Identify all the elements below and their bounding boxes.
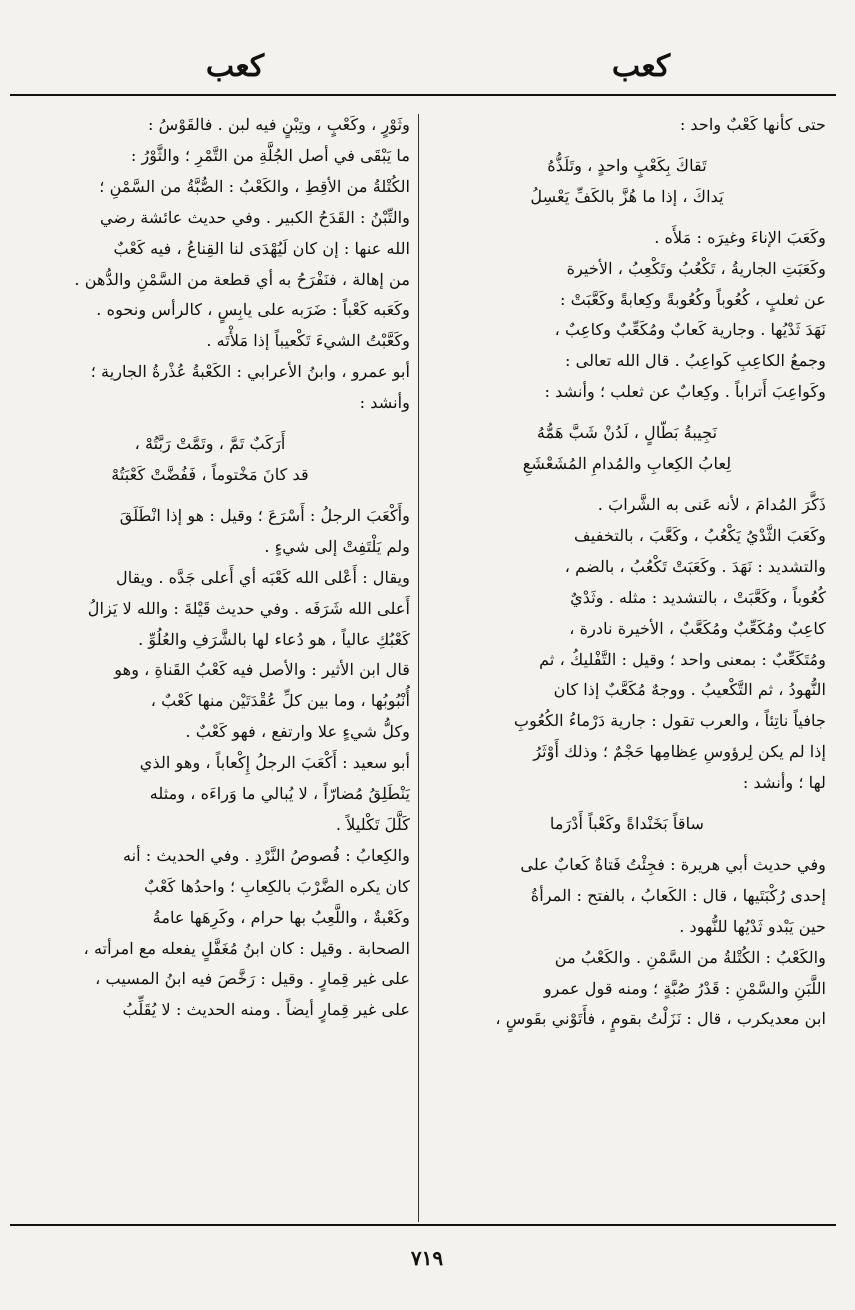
text-line: والتِّبْنُ : القَدَحُ الكبير . وفي حديث عائشة رضي <box>100 207 410 227</box>
text-line: وكَعَبه كَعْباً : ضَرَبه على يابِسٍ ، كالرأس ونحوه . <box>96 300 410 320</box>
text-line: أبو سعيد : أَكْعَبَ الرجلُ إِكْعاباً ، وهو الذي <box>139 753 410 773</box>
text-line: كَلَّلَ تَكْليلاً . <box>335 814 410 834</box>
text-line: قال ابن الأثير : والأصل فيه كَعْبُ القَناةِ ، وهو <box>114 660 410 680</box>
text-line: ذَكَّرَ المُدامَ ، لأنه عَنى به الشَّرابَ . <box>597 494 826 514</box>
text-line: وفي حديث أبي هريرة : فجِئْتُ فَتاةٌ كَعابٌ على <box>520 854 826 874</box>
text-line: عن ثعلبٍ ، كُعُوباً وكُعُوبةً وكِعابةً وكَعَّبَتْ : <box>559 289 826 309</box>
text-line: وكلُّ شيءٍ علا وارتفع ، فهو كَعْبٌ . <box>185 722 410 742</box>
text-line: وكَعَّبْتُ الشيءَ تَكْعيباً إذا مَلأْتَه . <box>206 331 410 351</box>
verse-line: تَقاكَ بِكَعْبٍ واحدٍ ، وتَلَذُّهُ <box>547 155 707 175</box>
text-line: ما يَبْقَى في أصل الجُلَّةِ من التَّمْرِ ؛ والثَّوْرُ : <box>130 145 410 165</box>
text-line: النُّهودُ ، ثم التَّكْعيبُ . ووجهٌ مُكَعَّبٌ إذا كان <box>553 680 826 700</box>
left-column <box>10 110 410 1026</box>
text-line: حين يَبْدو ثَدْيُها للنُّهود . <box>679 916 826 936</box>
verse-line: نَجِيبةُ بَطّالٍ ، لَدُنْ شَبَّ هَمُّهُ <box>536 423 718 443</box>
text-line: ولم يَلْتَفِتْ إلى شيءٍ . <box>264 536 410 556</box>
text-line: على غير قِمارٍ . وقيل : رَخَّصَ فيه ابنُ المسيب ، <box>95 969 410 989</box>
text-line: إذا لم يكن لِرؤوسِ عِظامِها حَجْمٌ ؛ وذلك أَوْثَرُ <box>533 742 826 762</box>
text-line: وكَواعِبَ أَتراباً . وكِعابٌ عن ثعلب ؛ وأنشد : <box>544 382 826 402</box>
text-line: والتشديد : نَهَدَ . وكَعَبَتْ تَكْعُبُ ، بالضم ، <box>564 556 826 576</box>
text-line: أبو عمرو ، وابنُ الأعرابي : الكَعْبةُ عُذْرةُ الجارية ؛ <box>90 362 410 382</box>
text-line: حتى كأنها كَعْبٌ واحد : <box>679 115 826 134</box>
text-line: أَعلى الله شَرَفَه . وفي حديث قَيْلةَ : والله لا يَزالُ <box>87 598 410 618</box>
running-header-right: كعب <box>611 49 671 84</box>
text-line: الصحابة . وقيل : كان ابنُ مُغَفَّلٍ يفعله مع امرأته ، <box>83 938 410 958</box>
text-line: وكَعَبَ الإناءَ وغيرَه : مَلأَه . <box>654 227 826 247</box>
text-line: والكِعابُ : فُصوصُ النَّرْدِ . وفي الحديث : أنه <box>122 845 410 865</box>
text-line: وثَوْرٍ ، وكَعْبٍ ، وتِبْنٍ فيه لبن . فالقَوْسُ : <box>148 115 410 134</box>
footer-rule <box>10 1224 836 1226</box>
text-line: كاعِبٌ ومُكَعِّبٌ ومُكَعَّبٌ ، الأخيرة نادرة ، <box>569 618 826 638</box>
verse-line: يَداكَ ، إذا ما هُزَّ بالكَفِّ يَعْسِلُ <box>530 186 724 206</box>
verse-line: قد كانَ مَخْتوماً ، فَفُضَّتْ كَعْبَتُهْ <box>111 464 309 484</box>
text-line: وأَكْعَبَ الرجلُ : أَسْرَعَ ؛ وقيل : هو إذا انْطَلَقَ <box>119 505 410 525</box>
text-line: لها ؛ وأنشد : <box>742 773 826 793</box>
text-line: كَعْبُكِ عالياً ، هو دُعاء لها بالشَّرَفِ والعُلُوِّ . <box>138 629 410 649</box>
verse-line: أَرَكَبٌ تَمَّ ، وتَمَّتْ رَبَّتُهْ ، <box>134 434 286 454</box>
right-column <box>428 110 826 1035</box>
column-divider <box>418 114 419 1222</box>
text-line: جافياً ناتِئاً ، والعرب تقول : جارية دَرْماءُ الكُعُوبِ <box>513 711 826 731</box>
text-line: وكَعَبَتِ الجاريةُ ، تَكْعُبُ وتَكْعِبُ ، الأخيرة <box>566 258 826 278</box>
text-line: كان يكره الضَّرْبَ بالكِعابِ ؛ واحدُها كَعْبٌ <box>143 876 410 896</box>
text-line: وكَعْبةٌ ، واللَّعِبُ بها حرام ، وكَرِهَها عامةُ <box>152 907 410 927</box>
text-line: ويقال : أَعْلى الله كَعْبَه أي أَعلى جَدَّه . ويقال <box>115 567 410 587</box>
text-line: ابن معديكرب ، قال : نَزَلْتُ بقومٍ ، فأَتَوْني بقَوسٍ ، <box>495 1009 826 1029</box>
text-line: الله عنها : إن كان لَيُهْدَى لنا القِناعُ ، فيه كَعْبٌ <box>113 238 410 258</box>
text-line: اللَّبَنِ والسَّمْنِ : قَدْرُ صُبَّةٍ ؛ ومنه قول عمرو <box>543 978 826 998</box>
text-line: يَنْطَلِقُ مُضارّاً ، لا يُبالي ما وَراءَه ، ومثله <box>149 784 410 804</box>
verse-line: ساقاً بَخَنْداةً وكَعْباً أَدْرَما <box>549 814 705 834</box>
text-line: وأنشد : <box>359 393 410 413</box>
running-header-left: كعب <box>205 49 265 84</box>
text-line: ومُتَكَعِّبٌ : بمعنى واحد ؛ وقيل : التَّفْليكُ ، ثم <box>539 649 826 669</box>
text-line: وكَعَبَ الثَّدْيُ يَكْعُبُ ، وكَعَّبَ ، بالتخفيف <box>574 525 826 545</box>
text-line: الكُتْلةُ من الأقِطِ ، والكَعْبُ : الصُّبَّةُ من السَّمْنِ ؛ <box>99 176 410 196</box>
text-line: من إهالة ، فنَفْرَحُ به أي قطعة من السَّمْنِ والدُّهن . <box>74 269 410 289</box>
verse-line: لِعابُ الكِعابِ والمُدامِ المُشَعْشَعِ <box>522 454 732 474</box>
text-line: نَهَدَ ثَدْيُها . وجارية كَعابٌ ومُكَعِّبٌ وكاعِبٌ ، <box>554 320 826 340</box>
text-line: والكَعْبُ : الكُتْلةُ من السَّمْنِ . والكَعْبُ من <box>554 947 826 967</box>
header-rule <box>10 94 836 96</box>
text-line: إحدى رُكْبَتَيها ، قال : الكَعابُ ، بالفتح : المرأةُ <box>530 885 826 905</box>
text-line: على غير قِمارٍ أيضاً . ومنه الحديث : لا يُقَلِّبُ <box>122 1000 410 1020</box>
text-line: وجمعُ الكاعِبِ كَواعِبُ . قال الله تعالى : <box>565 351 826 371</box>
text-line: أُنْبُوبُها ، وما بين كلِّ عُقْدَتَيْن منها كَعْبٌ ، <box>150 691 410 711</box>
text-line: كُعُوباً ، وكَعَّبَتْ ، بالتشديد : مثله . وثَدْيٌ <box>570 587 826 607</box>
page-number: ٧١٩ <box>410 1246 444 1270</box>
